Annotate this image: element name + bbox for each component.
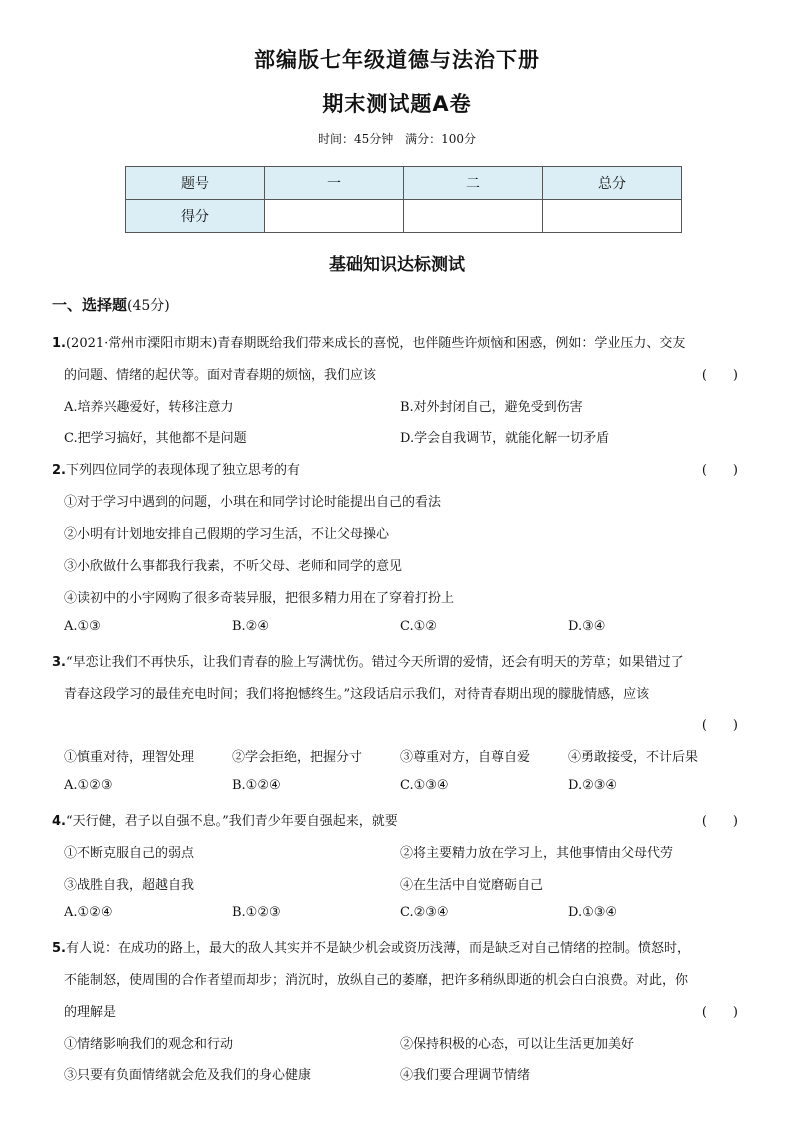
question-3-line: 青春这段学习的最佳充电时间；我们将抱憾终生。”这段话启示我们，对待青春期出现的朦胧情感，应该 xyxy=(64,687,650,702)
section-title: 基础知识达标测试 xyxy=(329,255,465,275)
score-table xyxy=(125,166,682,233)
statement-item: ①情绪影响我们的观念和行动 xyxy=(64,1037,234,1052)
question-5-line: 不能制怒，使周围的合作者望而却步；消沉时，放纵自己的萎靡，把许多稍纵即逝的机会白白浪费。对此，你 xyxy=(64,973,689,988)
statement-item: ③只要有负面情绪就会危及我们的身心健康 xyxy=(64,1068,312,1083)
statement-item: ④勇敢接受，不计后果 xyxy=(568,750,699,765)
option-a: A.①③ xyxy=(64,619,101,634)
option-d: D.①③④ xyxy=(568,905,618,920)
option-a: A.培养兴趣爱好，转移注意力 xyxy=(64,400,234,415)
page-title: 部编版七年级道德与法治下册 xyxy=(254,48,540,72)
question-text: 有人说：在成功的路上，最大的敌人其实并不是缺少机会或资历浅薄，而是缺乏对自己情绪的控制。愤怒时， xyxy=(65,941,690,956)
option-c: C.把学习搞好，其他都不是问题 xyxy=(64,431,247,446)
option-b: B.①②③ xyxy=(232,905,281,920)
question-1-line: 的问题、情绪的起伏等。面对青春期的烦恼，我们应该 xyxy=(64,368,377,383)
question-text: 下列四位同学的表现体现了独立思考的有 xyxy=(65,463,300,478)
question-text: (2021·常州市溧阳市期末)青春期既给我们带来成长的喜悦，也伴随些许烦恼和困惑，例如：学业压力、交友 xyxy=(65,336,686,351)
question-number: 1. xyxy=(52,336,66,351)
option-b: B.①②④ xyxy=(232,778,281,793)
time-limit: 时间：45分钟 xyxy=(317,132,394,146)
statement-item: ①慎重对待，理智处理 xyxy=(64,750,195,765)
option-b: B.②④ xyxy=(232,619,269,634)
part-points: (45分) xyxy=(127,298,170,314)
score-table-row xyxy=(126,200,682,233)
exam-meta xyxy=(0,130,794,147)
score-cell xyxy=(265,200,404,233)
score-header-cell: 二 xyxy=(404,167,543,200)
option-b: B.对外封闭自己，避免受到伤害 xyxy=(400,400,583,415)
statement-item: ①不断克服自己的弱点 xyxy=(64,846,195,861)
statement-item: ③小欣做什么事都我行我素，不听父母、老师和同学的意见 xyxy=(64,559,403,574)
statement-item: ②将主要精力放在学习上，其他事情由父母代劳 xyxy=(400,846,674,861)
statement-item: ②小明有计划地安排自己假期的学习生活，不让父母操心 xyxy=(64,527,390,542)
question-3-line xyxy=(52,651,684,670)
question-4-line xyxy=(52,810,398,829)
question-number: 2. xyxy=(52,463,66,478)
statement-item: ②学会拒绝，把握分寸 xyxy=(232,750,363,765)
score-header-cell: 一 xyxy=(265,167,404,200)
part-label: 一、选择题 xyxy=(52,296,128,314)
score-table-header-row xyxy=(126,167,682,200)
part-heading xyxy=(52,294,170,315)
option-c: C.①③④ xyxy=(400,778,449,793)
answer-blank: ( ) xyxy=(701,1005,738,1020)
answer-blank: ( ) xyxy=(701,463,738,478)
full-score: 满分：100分 xyxy=(405,132,476,146)
option-d: D.②③④ xyxy=(568,778,618,793)
question-5-line: 的理解是 xyxy=(64,1005,117,1020)
question-number: 3. xyxy=(52,655,66,670)
score-header-cell: 总分 xyxy=(543,167,682,200)
question-5-line xyxy=(52,937,690,956)
statement-item: ④在生活中自觉磨砺自己 xyxy=(400,878,544,893)
option-a: A.①②④ xyxy=(64,905,113,920)
statement-item: ③尊重对方，自尊自爱 xyxy=(400,750,531,765)
question-number: 5. xyxy=(52,941,66,956)
question-number: 4. xyxy=(52,814,66,829)
option-c: C.②③④ xyxy=(400,905,449,920)
statement-item: ①对于学习中遇到的问题，小琪在和同学讨论时能提出自己的看法 xyxy=(64,495,442,510)
option-d: D.学会自我调节，就能化解一切矛盾 xyxy=(400,431,610,446)
question-1-line xyxy=(52,332,685,351)
question-text: “早恋让我们不再快乐，让我们青春的脸上写满忧伤。错过今天所谓的爱情，还会有明天的芳草；如果错过了 xyxy=(65,655,684,670)
answer-blank: ( ) xyxy=(701,814,738,829)
question-text: “天行健，君子以自强不息。”我们青少年要自强起来，就要 xyxy=(65,814,398,829)
answer-blank: ( ) xyxy=(701,368,738,383)
option-d: D.③④ xyxy=(568,619,606,634)
score-cell xyxy=(543,200,682,233)
statement-item: ③战胜自我，超越自我 xyxy=(64,878,195,893)
question-2-line xyxy=(52,459,300,478)
score-header-cell: 题号 xyxy=(126,167,265,200)
option-c: C.①② xyxy=(400,619,437,634)
statement-item: ④读初中的小宇网购了很多奇装异服，把很多精力用在了穿着打扮上 xyxy=(64,591,455,606)
score-cell xyxy=(404,200,543,233)
page-subtitle: 期末测试题A卷 xyxy=(322,92,472,116)
answer-blank: ( ) xyxy=(701,718,738,733)
option-a: A.①②③ xyxy=(64,778,113,793)
statement-item: ②保持积极的心态，可以让生活更加美好 xyxy=(400,1037,635,1052)
statement-item: ④我们要合理调节情绪 xyxy=(400,1068,531,1083)
score-row-label: 得分 xyxy=(126,200,265,233)
